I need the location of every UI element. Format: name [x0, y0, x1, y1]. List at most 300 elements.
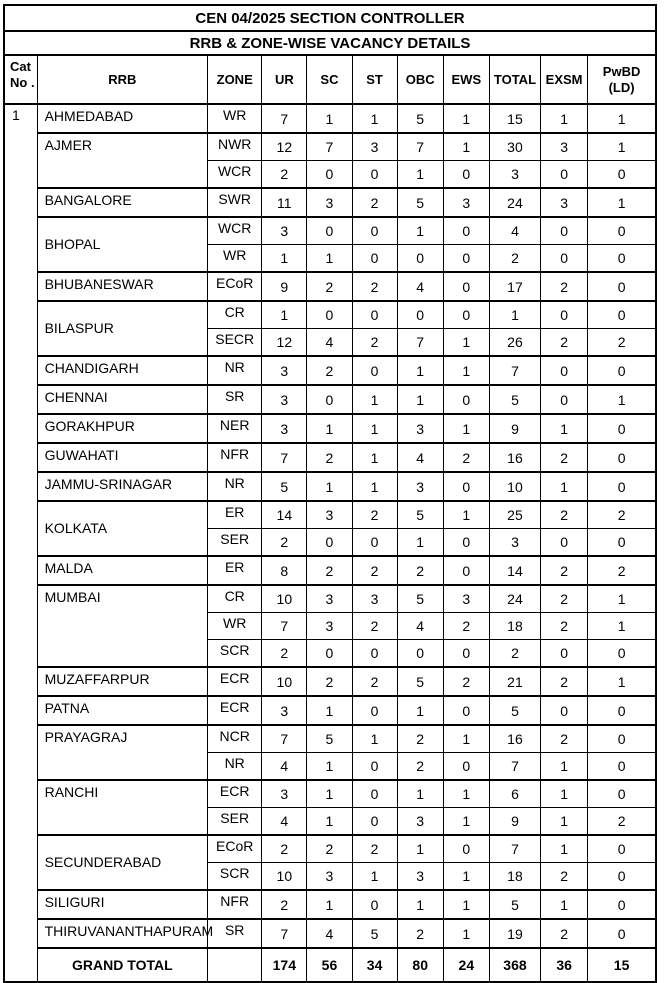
value-cell: 3	[541, 133, 588, 161]
value-cell: 1	[352, 104, 397, 133]
value-cell: 5	[352, 919, 397, 948]
value-cell: 1	[352, 443, 397, 472]
value-cell: 2	[352, 613, 397, 640]
zone-cell: SWR	[208, 188, 262, 217]
value-cell: 0	[443, 301, 489, 329]
value-cell: 2	[541, 667, 588, 696]
value-cell: 10	[262, 863, 307, 891]
value-cell: 5	[397, 667, 443, 696]
column-header-row	[4, 55, 656, 104]
column-header-rrb: RRB	[37, 55, 208, 104]
value-cell: 1	[443, 780, 489, 808]
value-cell: 0	[352, 890, 397, 919]
zone-cell: SER	[208, 808, 262, 836]
value-cell: 3	[307, 613, 352, 640]
value-cell: 10	[489, 472, 540, 501]
value-cell: 5	[489, 385, 540, 414]
value-cell: 1	[541, 472, 588, 501]
value-cell: 1	[352, 863, 397, 891]
table-row	[4, 696, 656, 725]
value-cell: 2	[443, 443, 489, 472]
value-cell: 0	[541, 385, 588, 414]
value-cell: 0	[307, 161, 352, 189]
rrb-cell: CHANDIGARH	[37, 356, 208, 385]
value-cell: 2	[397, 725, 443, 753]
table-row	[4, 890, 656, 919]
value-cell: 0	[588, 272, 656, 301]
column-header-total: TOTAL	[489, 55, 540, 104]
grand-total-value-cell: 36	[541, 948, 588, 982]
value-cell: 5	[397, 501, 443, 529]
zone-cell: NR	[208, 472, 262, 501]
value-cell: 1	[443, 104, 489, 133]
value-cell: 3	[397, 414, 443, 443]
value-cell: 7	[262, 443, 307, 472]
value-cell: 0	[588, 780, 656, 808]
value-cell: 0	[588, 529, 656, 557]
value-cell: 5	[397, 104, 443, 133]
value-cell: 0	[443, 753, 489, 781]
rrb-cell: SECUNDERABAD	[37, 835, 208, 890]
value-cell: 1	[443, 501, 489, 529]
table-row	[4, 919, 656, 948]
value-cell: 1	[307, 890, 352, 919]
value-cell: 5	[489, 696, 540, 725]
value-cell: 0	[352, 217, 397, 245]
value-cell: 0	[307, 217, 352, 245]
zone-cell: SCR	[208, 640, 262, 668]
value-cell: 16	[489, 443, 540, 472]
value-cell: 3	[489, 161, 540, 189]
value-cell: 4	[397, 272, 443, 301]
zone-cell: CR	[208, 301, 262, 329]
value-cell: 2	[541, 725, 588, 753]
table-body	[4, 104, 656, 982]
rrb-cell: JAMMU-SRINAGAR	[37, 472, 208, 501]
value-cell: 2	[397, 753, 443, 781]
title-row	[4, 5, 656, 31]
value-cell: 0	[443, 272, 489, 301]
value-cell: 1	[307, 414, 352, 443]
table-row	[4, 443, 656, 472]
rrb-cell: AHMEDABAD	[37, 104, 208, 133]
value-cell: 1	[443, 890, 489, 919]
value-cell: 2	[541, 272, 588, 301]
zone-cell: WCR	[208, 161, 262, 189]
value-cell: 0	[352, 245, 397, 273]
value-cell: 10	[262, 585, 307, 613]
value-cell: 0	[443, 835, 489, 863]
value-cell: 0	[588, 301, 656, 329]
value-cell: 3	[352, 585, 397, 613]
value-cell: 1	[443, 356, 489, 385]
value-cell: 1	[588, 385, 656, 414]
value-cell: 2	[541, 329, 588, 357]
value-cell: 5	[397, 585, 443, 613]
value-cell: 3	[262, 414, 307, 443]
value-cell: 2	[397, 919, 443, 948]
value-cell: 0	[352, 161, 397, 189]
value-cell: 7	[262, 725, 307, 753]
value-cell: 16	[489, 725, 540, 753]
value-cell: 3	[262, 217, 307, 245]
value-cell: 0	[443, 217, 489, 245]
value-cell: 2	[489, 640, 540, 668]
value-cell: 1	[443, 133, 489, 161]
value-cell: 1	[541, 808, 588, 836]
value-cell: 7	[307, 133, 352, 161]
value-cell: 14	[262, 501, 307, 529]
column-header-zone: ZONE	[208, 55, 262, 104]
value-cell: 10	[262, 667, 307, 696]
value-cell: 1	[588, 188, 656, 217]
table-row	[4, 301, 656, 329]
value-cell: 0	[541, 529, 588, 557]
value-cell: 2	[588, 501, 656, 529]
zone-cell: ER	[208, 501, 262, 529]
grand-total-value-cell: 368	[489, 948, 540, 982]
value-cell: 0	[588, 863, 656, 891]
value-cell: 1	[397, 385, 443, 414]
value-cell: 3	[397, 808, 443, 836]
value-cell: 1	[397, 529, 443, 557]
value-cell: 0	[443, 529, 489, 557]
value-cell: 3	[443, 585, 489, 613]
value-cell: 0	[588, 696, 656, 725]
table-row	[4, 667, 656, 696]
value-cell: 0	[588, 919, 656, 948]
value-cell: 24	[489, 585, 540, 613]
value-cell: 0	[588, 753, 656, 781]
table-row	[4, 725, 656, 753]
value-cell: 1	[541, 835, 588, 863]
table-row	[4, 217, 656, 245]
value-cell: 0	[443, 556, 489, 585]
value-cell: 2	[262, 529, 307, 557]
value-cell: 1	[307, 808, 352, 836]
value-cell: 8	[262, 556, 307, 585]
zone-cell: ECoR	[208, 835, 262, 863]
value-cell: 0	[588, 217, 656, 245]
value-cell: 1	[489, 301, 540, 329]
value-cell: 0	[541, 161, 588, 189]
value-cell: 5	[397, 188, 443, 217]
value-cell: 1	[397, 356, 443, 385]
value-cell: 5	[262, 472, 307, 501]
rrb-cell: GORAKHPUR	[37, 414, 208, 443]
value-cell: 0	[352, 301, 397, 329]
value-cell: 7	[262, 104, 307, 133]
value-cell: 2	[352, 667, 397, 696]
value-cell: 1	[352, 472, 397, 501]
zone-cell	[208, 948, 262, 982]
value-cell: 1	[397, 780, 443, 808]
value-cell: 0	[307, 301, 352, 329]
rrb-cell: PRAYAGRAJ	[37, 725, 208, 780]
value-cell: 3	[489, 529, 540, 557]
value-cell: 2	[352, 501, 397, 529]
value-cell: 2	[307, 835, 352, 863]
rrb-cell: KOLKATA	[37, 501, 208, 556]
rrb-cell: BILASPUR	[37, 301, 208, 356]
zone-cell: WR	[208, 613, 262, 640]
value-cell: 1	[307, 472, 352, 501]
column-header-obc: OBC	[397, 55, 443, 104]
value-cell: 12	[262, 329, 307, 357]
value-cell: 2	[307, 272, 352, 301]
value-cell: 0	[541, 301, 588, 329]
table-row	[4, 585, 656, 613]
column-header-exsm: EXSM	[541, 55, 588, 104]
value-cell: 0	[541, 696, 588, 725]
value-cell: 15	[489, 104, 540, 133]
value-cell: 2	[588, 808, 656, 836]
value-cell: 1	[397, 696, 443, 725]
rrb-cell: GUWAHATI	[37, 443, 208, 472]
value-cell: 0	[307, 385, 352, 414]
value-cell: 2	[541, 501, 588, 529]
zone-cell: NCR	[208, 725, 262, 753]
value-cell: 9	[489, 414, 540, 443]
value-cell: 1	[443, 329, 489, 357]
value-cell: 1	[262, 301, 307, 329]
value-cell: 0	[443, 640, 489, 668]
value-cell: 6	[489, 780, 540, 808]
value-cell: 1	[588, 104, 656, 133]
column-header-sc: SC	[307, 55, 352, 104]
rrb-cell: CHENNAI	[37, 385, 208, 414]
zone-cell: SECR	[208, 329, 262, 357]
column-header-ews: EWS	[443, 55, 489, 104]
value-cell: 2	[307, 667, 352, 696]
value-cell: 4	[262, 753, 307, 781]
zone-cell: ECR	[208, 696, 262, 725]
grand-total-value-cell: 24	[443, 948, 489, 982]
value-cell: 0	[352, 356, 397, 385]
value-cell: 3	[541, 188, 588, 217]
value-cell: 0	[588, 725, 656, 753]
grand-total-value-cell: 174	[262, 948, 307, 982]
value-cell: 1	[443, 725, 489, 753]
value-cell: 0	[541, 640, 588, 668]
value-cell: 17	[489, 272, 540, 301]
value-cell: 9	[489, 808, 540, 836]
value-cell: 3	[262, 356, 307, 385]
value-cell: 1	[352, 414, 397, 443]
table-row	[4, 414, 656, 443]
zone-cell: NFR	[208, 890, 262, 919]
value-cell: 2	[262, 640, 307, 668]
value-cell: 2	[541, 556, 588, 585]
value-cell: 1	[307, 753, 352, 781]
value-cell: 2	[352, 329, 397, 357]
page-title: CEN 04/2025 SECTION CONTROLLER	[4, 5, 656, 31]
value-cell: 3	[443, 188, 489, 217]
value-cell: 2	[541, 919, 588, 948]
cat-no-cell: 1	[4, 104, 37, 982]
value-cell: 2	[262, 161, 307, 189]
value-cell: 25	[489, 501, 540, 529]
value-cell: 7	[489, 753, 540, 781]
table-row	[4, 385, 656, 414]
value-cell: 1	[443, 808, 489, 836]
value-cell: 0	[397, 301, 443, 329]
table-row	[4, 104, 656, 133]
value-cell: 0	[352, 640, 397, 668]
zone-cell: SR	[208, 385, 262, 414]
value-cell: 2	[352, 272, 397, 301]
value-cell: 1	[307, 780, 352, 808]
value-cell: 18	[489, 863, 540, 891]
value-cell: 7	[489, 356, 540, 385]
zone-cell: WR	[208, 245, 262, 273]
zone-cell: SER	[208, 529, 262, 557]
column-header-cat-no: Cat No .	[4, 55, 37, 104]
value-cell: 7	[397, 329, 443, 357]
value-cell: 0	[352, 753, 397, 781]
value-cell: 3	[262, 780, 307, 808]
value-cell: 3	[307, 585, 352, 613]
value-cell: 0	[588, 414, 656, 443]
grand-total-value-cell: 56	[307, 948, 352, 982]
rrb-cell: THIRUVANANTHAPURAM	[37, 919, 208, 948]
table-row	[4, 556, 656, 585]
value-cell: 0	[588, 245, 656, 273]
grand-total-label: GRAND TOTAL	[37, 948, 208, 982]
table-row	[4, 188, 656, 217]
table-row	[4, 356, 656, 385]
value-cell: 2	[352, 835, 397, 863]
value-cell: 7	[262, 919, 307, 948]
value-cell: 0	[541, 217, 588, 245]
zone-cell: ER	[208, 556, 262, 585]
zone-cell: NER	[208, 414, 262, 443]
value-cell: 2	[307, 443, 352, 472]
value-cell: 2	[262, 835, 307, 863]
value-cell: 2	[352, 556, 397, 585]
value-cell: 2	[307, 556, 352, 585]
value-cell: 0	[541, 356, 588, 385]
value-cell: 4	[489, 217, 540, 245]
value-cell: 12	[262, 133, 307, 161]
grand-total-value-cell: 34	[352, 948, 397, 982]
value-cell: 2	[262, 890, 307, 919]
value-cell: 1	[588, 667, 656, 696]
value-cell: 3	[307, 188, 352, 217]
value-cell: 14	[489, 556, 540, 585]
value-cell: 3	[307, 501, 352, 529]
value-cell: 0	[588, 640, 656, 668]
value-cell: 1	[588, 585, 656, 613]
value-cell: 1	[588, 613, 656, 640]
value-cell: 2	[443, 613, 489, 640]
value-cell: 1	[443, 919, 489, 948]
value-cell: 0	[541, 245, 588, 273]
zone-cell: WCR	[208, 217, 262, 245]
value-cell: 1	[443, 863, 489, 891]
value-cell: 3	[307, 863, 352, 891]
rrb-cell: MUMBAI	[37, 585, 208, 667]
value-cell: 2	[541, 863, 588, 891]
value-cell: 0	[443, 385, 489, 414]
value-cell: 0	[443, 161, 489, 189]
value-cell: 19	[489, 919, 540, 948]
value-cell: 24	[489, 188, 540, 217]
value-cell: 1	[541, 104, 588, 133]
value-cell: 0	[588, 472, 656, 501]
value-cell: 2	[541, 585, 588, 613]
table-row	[4, 272, 656, 301]
subtitle-row	[4, 31, 656, 55]
rrb-cell: SILIGURI	[37, 890, 208, 919]
rrb-cell: AJMER	[37, 133, 208, 188]
table-row	[4, 501, 656, 529]
column-header-pwbd: PwBD (LD)	[588, 55, 656, 104]
table-row	[4, 780, 656, 808]
zone-cell: ECR	[208, 780, 262, 808]
value-cell: 2	[588, 329, 656, 357]
rrb-cell: PATNA	[37, 696, 208, 725]
value-cell: 3	[262, 696, 307, 725]
zone-cell: ECR	[208, 667, 262, 696]
value-cell: 4	[307, 329, 352, 357]
value-cell: 1	[262, 245, 307, 273]
value-cell: 11	[262, 188, 307, 217]
table-row	[4, 133, 656, 161]
value-cell: 4	[307, 919, 352, 948]
value-cell: 21	[489, 667, 540, 696]
value-cell: 2	[443, 667, 489, 696]
value-cell: 7	[397, 133, 443, 161]
zone-cell: NR	[208, 356, 262, 385]
rrb-cell: MALDA	[37, 556, 208, 585]
value-cell: 1	[307, 245, 352, 273]
value-cell: 1	[307, 104, 352, 133]
value-cell: 3	[397, 863, 443, 891]
zone-cell: ECoR	[208, 272, 262, 301]
value-cell: 0	[352, 780, 397, 808]
value-cell: 0	[352, 808, 397, 836]
value-cell: 0	[443, 696, 489, 725]
value-cell: 3	[262, 385, 307, 414]
value-cell: 0	[307, 529, 352, 557]
rrb-cell: BANGALORE	[37, 188, 208, 217]
value-cell: 7	[262, 613, 307, 640]
column-header-st: ST	[352, 55, 397, 104]
value-cell: 1	[588, 133, 656, 161]
value-cell: 7	[489, 835, 540, 863]
value-cell: 1	[397, 835, 443, 863]
zone-cell: NFR	[208, 443, 262, 472]
grand-total-value-cell: 15	[588, 948, 656, 982]
document-page	[3, 4, 666, 983]
value-cell: 1	[397, 890, 443, 919]
value-cell: 2	[541, 613, 588, 640]
value-cell: 4	[262, 808, 307, 836]
vacancy-table	[3, 4, 657, 983]
zone-cell: SR	[208, 919, 262, 948]
grand-total-row	[4, 948, 656, 982]
value-cell: 2	[352, 188, 397, 217]
value-cell: 2	[397, 556, 443, 585]
value-cell: 3	[352, 133, 397, 161]
value-cell: 9	[262, 272, 307, 301]
value-cell: 0	[397, 245, 443, 273]
grand-total-value-cell: 80	[397, 948, 443, 982]
value-cell: 2	[307, 356, 352, 385]
value-cell: 2	[588, 556, 656, 585]
value-cell: 1	[307, 696, 352, 725]
